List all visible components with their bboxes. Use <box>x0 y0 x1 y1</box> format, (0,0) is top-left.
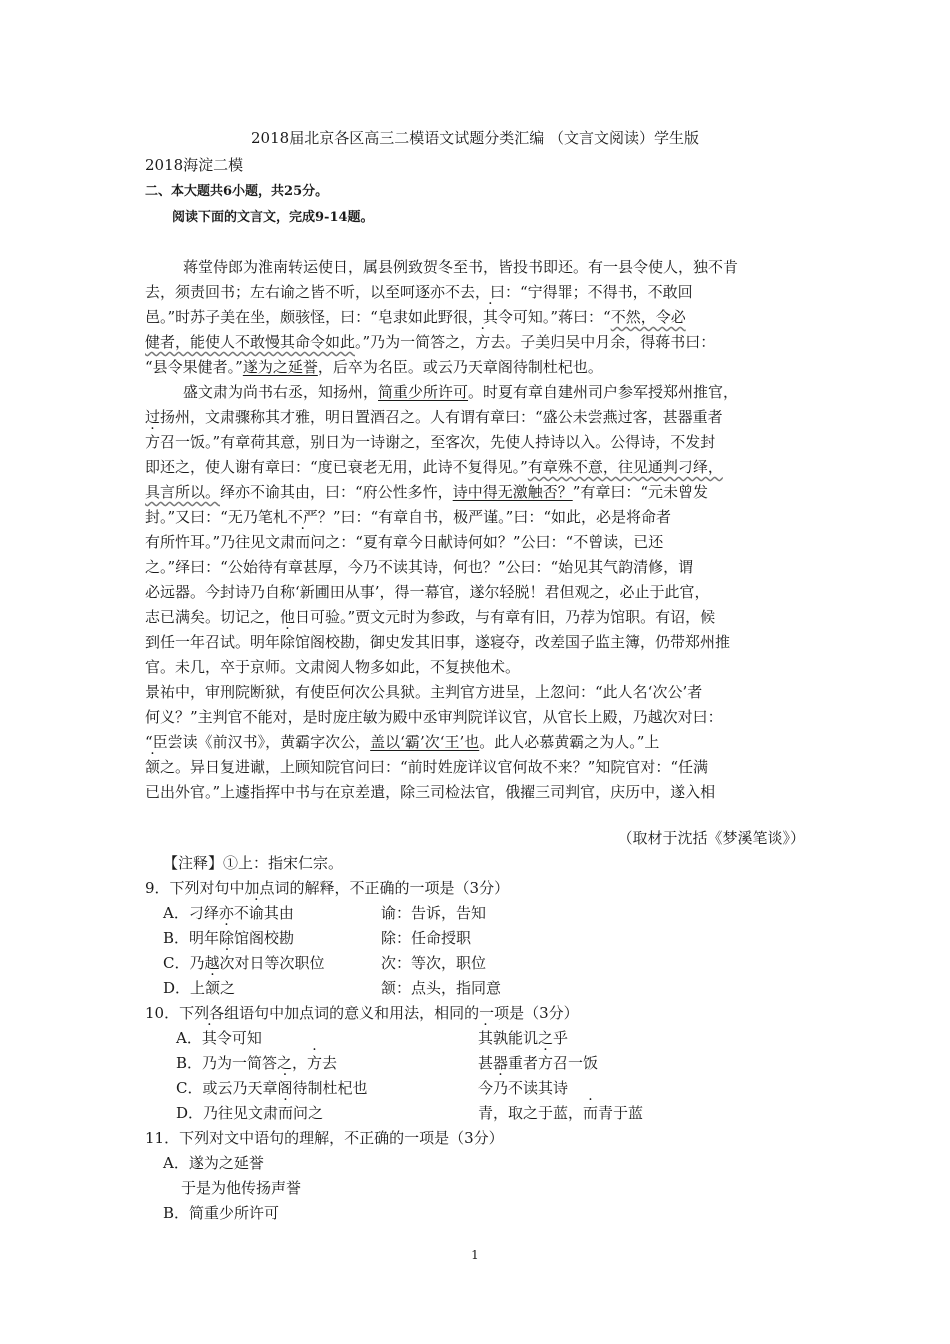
passage-line: 有所忤耳。”乃往见文肃而问之：“夏有章今日献诗何如？”公曰：“不曾读，已还 <box>145 533 664 551</box>
passage-line: 必远器。今封诗乃自称‘新圃田从事’，得一幕官，遂尔轻脱！君但观之，必止于此官， <box>145 583 710 601</box>
wavy-underlined-phrase: 健者，能使人不敢慢其命令如此 <box>145 333 356 351</box>
passage-line: 具言所以。绎亦不谕其由，曰：“府公性多忤，诗中得无激触否？”有章曰：“元未曾发 <box>145 483 709 501</box>
dotted-word: 方 <box>475 333 491 351</box>
wavy-underlined-phrase: 有章殊不意，往见通判刁绎， <box>527 458 723 476</box>
option-b: B．简重少所许可 <box>163 1204 280 1222</box>
passage-line: 官。未几，卒于京师。文肃阅人物多如此，不复挟他术。 <box>145 658 521 676</box>
reading-instruction: 阅读下面的文言文，完成9-14题。 <box>172 210 374 225</box>
dotted-word: 其 <box>482 308 498 326</box>
option-a: A．其令可知 <box>176 1029 262 1047</box>
option-c: C．乃越次对日等次职位 <box>163 954 325 972</box>
option-a-pair: 其孰能讥之乎 <box>478 1029 569 1047</box>
dotted-word: 方 <box>145 433 161 451</box>
underlined-phrase: 诗中得无激触否？ <box>452 483 573 501</box>
option-d: D．乃往见文肃而问之 <box>176 1104 324 1122</box>
option-c: C．或云乃天章阁待制杜杞也 <box>176 1079 368 1097</box>
passage-line: 志已满矣。切记之，他日可验。”贾文元时为参政，与有章有旧，乃荐为馆职。有诏，候 <box>145 608 716 626</box>
passage-line: 即还之，使人谢有章曰：“度已衰老无用，此诗不复得见。”有章殊不意，往见通判刁绎， <box>145 458 723 476</box>
option-c-pair: 今乃不读其诗 <box>478 1079 569 1097</box>
option-b-pair: 甚器重者方召一饭 <box>478 1054 599 1072</box>
passage-line: “县令果健者。”遂为之延誉，后卒为名臣。或云乃天章阁待制杜杞也。 <box>145 358 603 376</box>
exam-subtitle: 2018海淀二模 <box>145 156 244 174</box>
underlined-phrase: 盖以‘霸’次‘王’也 <box>370 733 480 751</box>
question-stem: 11．下列对文中语句的理解，不正确的一项是（3分） <box>145 1129 504 1147</box>
passage-line: 邑。”时苏子美在坐，颇骇怪，曰：“皂隶如此野很，其令可知。”蒋曰：“不然，令必 <box>145 308 686 326</box>
wavy-underlined-phrase: 具言所以。 <box>145 483 221 501</box>
passage-line: 蒋堂侍郎为淮南转运使日，属县例致贺冬至书，皆投书即还。有一县令使人，独不肯 <box>183 258 739 276</box>
question-stem: 10．下列各组语句中加点词的意义和用法，相同的一项是（3分） <box>145 1004 579 1022</box>
dotted-word: 而 <box>295 533 311 551</box>
passage-line: 到任一年召试。明年除馆阁校勘，御史发其旧事，遂寝夺，改差国子监主簿，仍带郑州推 <box>145 633 731 651</box>
wavy-underlined-phrase: 不然，令必 <box>610 308 686 326</box>
option-d-pair: 青，取之于蓝，而青于蓝 <box>478 1104 644 1122</box>
dotted-word: 除 <box>280 633 296 651</box>
section-heading: 二、本大题共6小题，共25分。 <box>145 184 329 199</box>
option-b: B．乃为一简答之，方去 <box>176 1054 338 1072</box>
option-a: A．刁绎亦不谕其由 <box>163 904 294 922</box>
passage-line: 去，须责回书；左右谕之皆不听，以至呵逐亦不去，曰：“宁得罪；不得书，不敢回 <box>145 283 693 301</box>
passage-line: 封。”又曰：“无乃笔札不严？”曰：“有章自书，极严谨。”曰：“如此，必是将命者 <box>145 508 672 526</box>
page-number: 1 <box>471 1248 479 1262</box>
option-a: A．遂为之延誉 <box>163 1154 264 1172</box>
option-a-explanation: 于是为他传扬声誉 <box>181 1179 302 1197</box>
passage-line: 过扬州，文肃骤称其才雅，明日置酒召之。人有谓有章曰：“盛公未尝燕过客，甚器重者 <box>145 408 723 426</box>
passage-line: 健者，能使人不敢慢其命令如此。”乃为一简答之，方去。子美归吴中月余，得蒋书曰： <box>145 333 716 351</box>
source-citation: （取材于沈括《梦溪笔谈》） <box>617 829 805 847</box>
option-c-explanation: 次：等次，职位 <box>381 954 487 972</box>
passage-line: 方召一饭。”有章荷其意，别日为一诗谢之，至客次，先使人持诗以入。公得诗，不发封 <box>145 433 716 451</box>
dotted-word: 颔 <box>145 758 161 776</box>
underlined-phrase: 简重少所许可 <box>378 383 469 401</box>
option-d-explanation: 颔：点头，指同意 <box>381 979 502 997</box>
passage-line: 颔之。异日复进谳，上顾知院官问曰：“前时姓庞详议官何故不来？”知院官对：“任满 <box>145 758 709 776</box>
passage-line: 何义？”主判官不能对，是时庞庄敏为殿中丞审判院详议官，从官长上殿，乃越次对曰： <box>145 708 723 726</box>
option-a-explanation: 谕：告诉，告知 <box>381 904 487 922</box>
passage-line: 盛文肃为尚书右丞，知扬州，简重少所许可。时夏有章自建州司户参军授郑州推官， <box>183 383 739 401</box>
passage-line: 已出外官。”上遽指挥中书与在京差遣，除三司检法官，俄擢三司判官，庆历中，遂入相 <box>145 783 716 801</box>
document-title: 2018届北京各区高三二模语文试题分类汇编 （文言文阅读）学生版 <box>251 129 699 147</box>
underlined-phrase: 遂为之延誉 <box>242 358 318 376</box>
passage-line: “臣尝读《前汉书》，黄霸字次公，盖以‘霸’次‘王’也。此人必慕黄霸之为人。”上 <box>145 733 660 751</box>
option-d: D．上颔之 <box>163 979 236 997</box>
option-b-explanation: 除：任命授职 <box>381 929 472 947</box>
passage-line: 之。”绎曰：“公始待有章甚厚，今乃不读其诗，何也？”公曰：“始见其气韵清修，谓 <box>145 558 694 576</box>
question-stem: 9．下列对句中加点词的解释，不正确的一项是（3分） <box>145 879 510 897</box>
option-b: B．明年除馆阁校勘 <box>163 929 295 947</box>
annotation-note: 【注释】①上：指宋仁宗。 <box>163 854 344 872</box>
passage-line: 景祐中，审刑院断狱，有使臣何次公具狱。主判官方进呈，上忽问：“此人名‘次公’者 <box>145 683 703 701</box>
